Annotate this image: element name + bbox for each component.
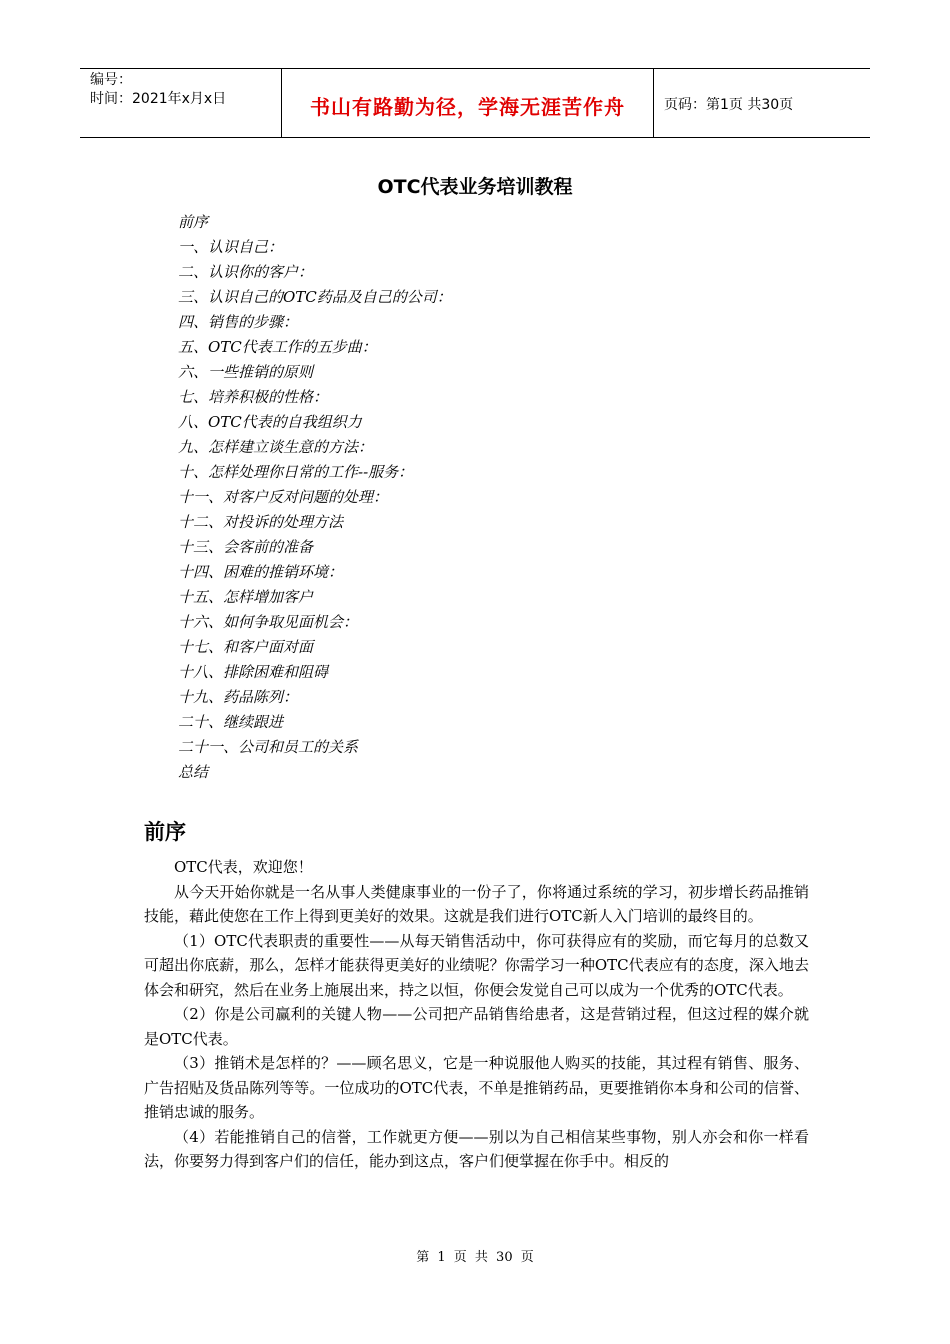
toc-item: 八、OTC代表的自我组织力 xyxy=(178,413,362,431)
paragraph: （4）若能推销自己的信誉，工作就更方便——别以为自己相信某些事物，别人亦会和你一样看法，你要努力得到客户们的信任，能办到这点，客户们便掌握在你手中。相反的 xyxy=(144,1127,809,1170)
toc-item: 十、怎样处理你日常的工作--服务： xyxy=(178,463,414,481)
header-motto: 书山有路勤为径，学海无涯苦作舟 xyxy=(282,69,654,137)
header-table xyxy=(80,68,870,138)
paragraph: （3）推销术是怎样的？——顾名思义，它是一种说服他人购买的技能，其过程有销售、服务、广告招贴及货品陈列等等。一位成功的OTC代表，不单是推销药品，更要推销你本身和公司的信誉、推销忠诚的服务。 xyxy=(144,1054,809,1121)
page-footer: 第 1 页 共 30 页 xyxy=(416,1250,534,1265)
paragraph: （1）OTC代表职责的重要性——从每天销售活动中，你可获得应有的奖励，而它每月的总数又可超出你底薪，那么，怎样才能获得更美好的业绩呢？你需学习一种OTC代表应有的态度，深入地去体会和研究，然后在业务上施展出来，持之以恒，你便会发觉自己可以成为一个优秀的OTC代表。 xyxy=(144,931,809,999)
toc-item: 一、认识自己： xyxy=(178,238,284,256)
toc-item: 十九、药品陈列： xyxy=(178,688,299,706)
table-of-contents xyxy=(178,210,452,785)
toc-item: 十二、对投诉的处理方法 xyxy=(178,513,344,531)
toc-item: 二十、继续跟进 xyxy=(178,713,284,731)
header-page-info: 页码：第1页 共30页 xyxy=(664,97,794,113)
number-label: 编号： xyxy=(90,72,132,88)
toc-item: 总结 xyxy=(178,763,209,781)
time-label: 时间：2021年x月x日 xyxy=(90,91,227,107)
toc-item: 前序 xyxy=(178,213,209,231)
document-title: OTC代表业务培训教程 xyxy=(377,176,573,198)
toc-item: 四、销售的步骤： xyxy=(178,313,299,331)
toc-item: 十一、对客户反对问题的处理： xyxy=(178,488,389,506)
toc-item: 十七、和客户面对面 xyxy=(178,638,314,656)
toc-item: 十四、困难的推销环境： xyxy=(178,563,344,581)
toc-item: 二十一、公司和员工的关系 xyxy=(178,738,359,756)
section-heading: 前序 xyxy=(144,820,186,844)
toc-item: 十五、怎样增加客户 xyxy=(178,588,314,606)
toc-item: 三、认识自己的OTC药品及自己的公司： xyxy=(178,288,452,306)
toc-item: 十三、会客前的准备 xyxy=(178,538,314,556)
toc-item: 六、一些推销的原则 xyxy=(178,363,314,381)
toc-item: 十八、排除困难和阻碍 xyxy=(178,663,329,681)
paragraph: 从今天开始你就是一名从事人类健康事业的一份子了，你将通过系统的学习，初步增长药品推销技能，藉此使您在工作上得到更美好的效果。这就是我们进行OTC新人入门培训的最终目的。 xyxy=(144,882,809,925)
toc-item: 七、培养积极的性格： xyxy=(178,388,329,406)
toc-item: 十六、如何争取见面机会： xyxy=(178,613,359,631)
header-meta xyxy=(80,69,282,137)
toc-item: 五、OTC代表工作的五步曲： xyxy=(178,338,377,356)
toc-item: 九、怎样建立谈生意的方法： xyxy=(178,438,374,456)
toc-item: 二、认识你的客户： xyxy=(178,263,314,281)
body-text xyxy=(144,855,809,1174)
paragraph: OTC代表，欢迎您！ xyxy=(174,858,313,876)
paragraph: （2）你是公司赢利的关键人物——公司把产品销售给患者，这是营销过程，但这过程的媒介就是OTC代表。 xyxy=(144,1005,809,1048)
